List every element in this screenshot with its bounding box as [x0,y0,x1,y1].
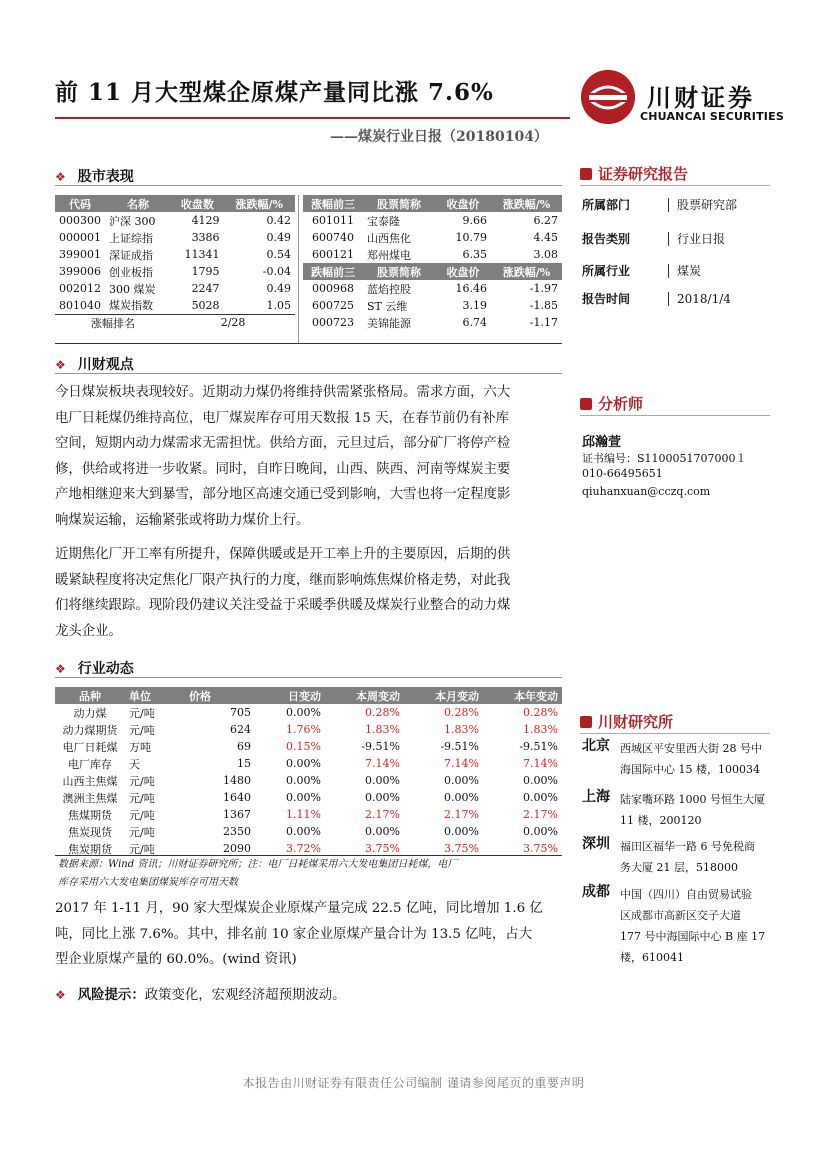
table-cell: 7.14% [365,757,400,770]
industry-paragraph [55,896,569,973]
table-cell: 0.54 [266,248,291,261]
text-line: 库存采用六大发电集团煤炭库存可用天数 [58,877,238,888]
table-row [303,280,562,297]
data-source-note [58,856,568,892]
table-cell: 1.83% [523,723,558,736]
table-cell: 元/吨 [129,791,155,805]
text-line: 吨，同比上涨 7.6%。其中，排名前 10 家企业原煤产量合计为 13.5 亿吨，占大 [55,926,533,942]
table-cell: 创业板指 [109,265,153,279]
section-divider [55,185,562,186]
table-cell: 宝泰隆 [367,214,400,228]
table-row [55,297,295,314]
table-header-cell: 股票简称 [363,195,435,212]
table-cell: 11341 [184,248,220,261]
office-address [620,836,780,878]
text-line: 空间，短期内动力煤需求无需担忧。供给方面，元旦过后，部分矿厂将停产检 [55,436,511,451]
text-line: 修，供给或将进一步收紧。同时，自昨日晚间，山西、陕西、河南等煤炭主要 [55,461,511,477]
table-cell: 2.17% [444,808,479,821]
table-cell: 0.15% [286,740,321,753]
top-gainers-table [303,195,562,331]
section-divider [55,373,562,374]
sidebar-divider [580,185,770,186]
table-row [55,772,562,789]
table-header-cell: 本年变动 [483,687,562,704]
table-header-cell: 品种 [55,687,125,704]
diamond-bullet-icon: ❖ [55,170,66,184]
table-header-row [55,687,562,704]
table-cell: 元/吨 [129,706,155,720]
table-row [303,297,562,314]
table-cell: 0.00% [286,757,321,770]
table-header-cell: 涨跌幅/% [491,263,562,280]
table-cell: 动力煤 [73,706,107,720]
rank-label: 涨幅排名 [91,316,136,330]
table-row [303,229,562,246]
table-cell: 焦炭现货 [68,825,112,839]
table-cell: 0.00% [286,706,321,719]
table-cell: ST 云维 [367,299,408,313]
table-cell: 3.08 [533,248,558,261]
table-cell: 万吨 [129,740,151,754]
table-cell: -9.51% [440,740,479,753]
sidebar-heading-report: 证券研究报告 [580,163,688,184]
table-cell: 1795 [191,265,220,278]
table-cell: 6.27 [533,214,558,227]
diamond-bullet-icon: ❖ [55,988,66,1002]
table-cell: 澳洲主焦煤 [62,791,118,805]
view-paragraph-2 [55,542,569,644]
text-line: 数据来源：Wind 资讯；川财证券研究所；注：电厂日耗煤采用六大发电集团日耗煤，电厂 [58,859,458,870]
table-row [55,229,295,246]
table-header-cell: 价格 [185,687,255,704]
report-info-row: 所属行业 煤炭 [582,264,702,278]
page-footer-disclaimer: 本报告由川财证券有限责任公司编制 谨请参阅尾页的重要声明 [242,1076,585,1090]
table-cell: 上证综指 [109,231,153,245]
table-cell: 0.00% [286,825,321,838]
index-performance-table [55,195,295,331]
table-header-cell: 代码 [55,195,105,212]
square-bullet-icon [580,168,592,180]
table-cell: 焦煤期货 [68,808,112,822]
table-bottom-rule [55,343,562,344]
report-title: 前 11 月大型煤企原煤产量同比涨 7.6% [55,79,494,106]
table-cell: 601011 [312,214,354,227]
table-cell: 7.14% [523,757,558,770]
diamond-bullet-icon: ❖ [55,358,66,372]
table-header-cell: 日变动 [255,687,325,704]
table-cell: 801040 [59,298,101,312]
table-cell: 元/吨 [129,842,155,856]
table-cell: 0.49 [266,231,291,244]
table-cell: 4129 [191,214,220,227]
table-header-cell: 跌幅前三 [303,263,363,280]
table-header-cell: 收盘价 [435,195,491,212]
sidebar-heading-analyst: 分析师 [580,393,643,414]
table-cell: 0.00% [365,791,400,804]
table-cell: 3.75% [444,842,479,855]
table-cell: 600740 [312,231,354,244]
table-row [55,314,295,331]
table-cell: 2.17% [523,808,558,821]
table-row [55,280,295,297]
text-line: 福田区福华一路 6 号免税商 [620,840,755,853]
text-line: 响煤炭运输，运输紧张或将助力煤价上行。 [55,512,310,528]
table-cell: 5028 [191,298,220,312]
report-info-row: 报告类别 行业日报 [582,232,726,246]
table-row [55,721,562,738]
industry-price-table [55,687,562,857]
table-header-cell: 本周变动 [325,687,404,704]
table-cell: 15 [237,757,251,770]
text-line: 们将继续跟踪。现阶段仍建议关注受益于采暖季供暖及煤炭行业整合的动力煤 [55,598,511,613]
square-bullet-icon [580,716,592,728]
table-header-cell: 本月变动 [404,687,483,704]
text-line: 近期焦化厂开工率有所提升，保障供暖或是开工率上升的主要原因，后期的供 [55,547,511,562]
table-cell: 元/吨 [129,808,155,822]
table-cell: 3.75% [365,842,400,855]
table-cell: 0.28% [444,706,479,719]
analyst-phone: 010-66495651 [582,467,663,480]
table-cell: 0.00% [444,791,479,804]
text-line: 177 号中海国际中心 B 座 17 [620,930,766,943]
table-cell: 焦炭期货 [68,842,112,856]
table-cell: 1.05 [266,298,291,312]
title-divider [55,117,570,119]
table-cell: 沪深 300 [109,214,156,228]
table-row [303,246,562,263]
text-line: 西城区平安里西大街 28 号中 [620,742,762,755]
logo-name: 川财证券 [647,84,755,112]
table-row [55,789,562,806]
text-line: 11 楼，200120 [620,814,702,827]
text-line: 电厂日耗煤仍维持高位，电厂煤炭库存可用天数报 15 天，在春节前仍有补库 [55,410,510,426]
table-cell: 0.42 [266,214,291,227]
sidebar-heading-institute: 川财研究所 [580,711,673,732]
office-city: 北京 [582,738,610,754]
table-cell: 9.66 [462,214,487,227]
table-cell: 002012 [59,282,101,295]
analyst-email[interactable]: qiuhanxuan@cczq.com [582,485,711,498]
table-header-cell: 股票简称 [363,263,435,280]
risk-warning: ❖ 风险提示：政策变化，宏观经济超预期波动。 [55,987,346,1003]
table-cell: 0.00% [365,774,400,787]
table-cell: -1.97 [529,282,558,295]
section-heading-industry: ❖ 行业动态 [55,661,134,677]
table-row [55,806,562,823]
table-cell: 600725 [312,299,354,312]
table-cell: 000001 [59,231,101,244]
table-cell: 0.00% [523,825,558,838]
table-cell: 动力煤期货 [62,723,118,737]
table-cell: 0.28% [523,706,558,719]
view-paragraph-1 [55,380,569,533]
table-header-cell: 收盘数 [171,195,223,212]
table-cell: 2350 [223,825,251,838]
text-line: 2017 年 1-11 月，90 家大型煤炭企业原煤产量完成 22.5 亿吨，同比增加 1.6 亿 [55,901,543,916]
table-cell: 电厂库存 [68,757,112,771]
table-cell: 3.75% [523,842,558,855]
table-cell: 天 [129,757,140,771]
table-cell: 7.14% [444,757,479,770]
table-cell: 000300 [59,214,101,227]
section-heading-view: ❖ 川财观点 [55,357,134,373]
table-row [303,314,562,331]
table-cell: 000968 [312,282,354,295]
table-cell: 0.00% [286,791,321,804]
table-cell: 山西主焦煤 [62,774,118,788]
table-cell: 0.28% [365,706,400,719]
table-row [55,212,295,229]
table-row [303,212,562,229]
table-cell: 电厂日耗煤 [62,740,118,754]
table-header-row [55,195,295,212]
table-cell: 0.00% [365,825,400,838]
table-cell: 000723 [312,316,354,329]
table-cell: -1.85 [529,299,558,312]
table-cell: 300 煤炭 [109,282,156,296]
logo-english-name: CHUANCAI SECURITIES [640,110,784,123]
text-line: 中国（四川）自由贸易试验 [620,888,752,901]
table-cell: 624 [230,723,251,736]
office-city: 深圳 [582,836,610,852]
table-cell: 3386 [191,231,220,244]
table-cell: 0.00% [444,825,479,838]
text-line: 区成都市高新区交子大道 [620,909,741,922]
section-divider [55,677,562,678]
table-cell: -9.51% [361,740,400,753]
table-cell: 2.17% [365,808,400,821]
section-heading-market: ❖ 股市表现 [55,169,134,185]
table-cell: 705 [230,706,251,719]
table-cell: 399006 [59,265,101,278]
table-row [55,738,562,755]
table-header-cell: 涨幅前三 [303,195,363,212]
table-cell: 69 [237,740,251,753]
table-cell: 1367 [223,808,251,821]
report-info-row: 报告时间 2018/1/4 [582,292,731,306]
table-cell: 1480 [223,774,251,787]
diamond-bullet-icon: ❖ [55,662,66,676]
table-header-cell: 名称 [105,195,171,212]
table-cell: 郑州煤电 [367,248,411,262]
table-row [55,704,562,721]
analyst-name: 邱瀚萱 [582,435,622,450]
text-line: 暖紧缺程度将决定焦化厂限产执行的力度，继而影响炼焦煤价格走势，对此我 [55,572,511,588]
text-line: 今日煤炭板块表现较好。近期动力煤仍将维持供需紧张格局。需求方面，六大 [55,385,511,400]
report-subtitle: ——煤炭行业日报（20180104） [330,129,548,145]
table-cell: 1.83% [444,723,479,736]
table-cell: 1.76% [286,723,321,736]
table-cell: 元/吨 [129,774,155,788]
office-address [620,789,780,831]
table-cell: 0.49 [266,282,291,295]
table-row [55,246,295,263]
table-cell: -0.04 [262,265,291,278]
table-cell: 煤炭指数 [109,299,153,313]
text-line: 楼，610041 [620,951,684,964]
office-city: 成都 [582,884,610,900]
text-line: 陆家嘴环路 1000 号恒生大厦 [620,793,765,806]
table-cell: -1.17 [529,316,558,329]
table-header-cell: 单位 [125,687,185,704]
table-cell: 2247 [191,282,220,295]
text-line: 龙头企业。 [55,623,122,639]
company-logo [581,70,784,126]
table-cell: 3.19 [462,299,487,312]
table-cell: 1.83% [365,723,400,736]
analyst-cert: 证书编号：S1100051707000１ [582,452,747,465]
table-cell: 0.00% [523,774,558,787]
table-cell: 16.46 [455,282,487,295]
table-cell: 4.45 [533,231,558,244]
table-header-cell: 涨跌幅/% [491,195,562,212]
table-header-row [303,263,562,280]
table-cell: 元/吨 [129,825,155,839]
table-header-row [303,195,562,212]
table-cell: 399001 [59,248,101,261]
table-cell: 1.11% [286,808,321,821]
table-cell: 2090 [223,842,251,855]
sidebar-divider [580,733,770,734]
office-address [620,884,780,968]
table-header-cell: 收盘价 [435,263,491,280]
table-row [55,263,295,280]
table-cell: 深证成指 [109,248,153,262]
square-bullet-icon [580,398,592,410]
table-cell: 0.00% [523,791,558,804]
office-city: 上海 [582,789,610,805]
text-line: 海国际中心 15 楼，100034 [620,763,760,776]
text-line: 型企业原煤产量的 60.0%。(wind 资讯) [55,952,297,967]
text-line: 务大厦 21 层，518000 [620,861,738,874]
table-cell: 元/吨 [129,723,155,737]
table-cell: 6.35 [462,248,487,261]
table-cell: 6.74 [462,316,487,329]
table-cell: 0.00% [286,774,321,787]
table-cell: 山西焦化 [367,231,411,245]
report-info-row: 所属部门 股票研究部 [582,198,738,212]
table-cell: 蓝焰控股 [367,282,411,296]
sidebar-divider [580,415,770,416]
table-split-rule [298,195,299,343]
office-address [620,738,780,780]
logo-mark-icon [581,70,635,124]
table-header-cell: 涨跌幅/% [224,195,295,212]
table-row [55,755,562,772]
rank-value: 2/28 [220,316,246,330]
table-cell: 600121 [312,248,354,261]
table-cell: 10.79 [455,231,487,244]
table-row [55,823,562,840]
table-cell: 0.00% [444,774,479,787]
table-cell: -9.51% [519,740,558,753]
table-cell: 美锦能源 [367,316,411,330]
table-cell: 3.72% [286,842,321,855]
text-line: 产地相继迎来大到暴雪，部分地区高速交通已受到影响，大雪也将一定程度影 [55,487,511,502]
table-cell: 1640 [223,791,251,804]
